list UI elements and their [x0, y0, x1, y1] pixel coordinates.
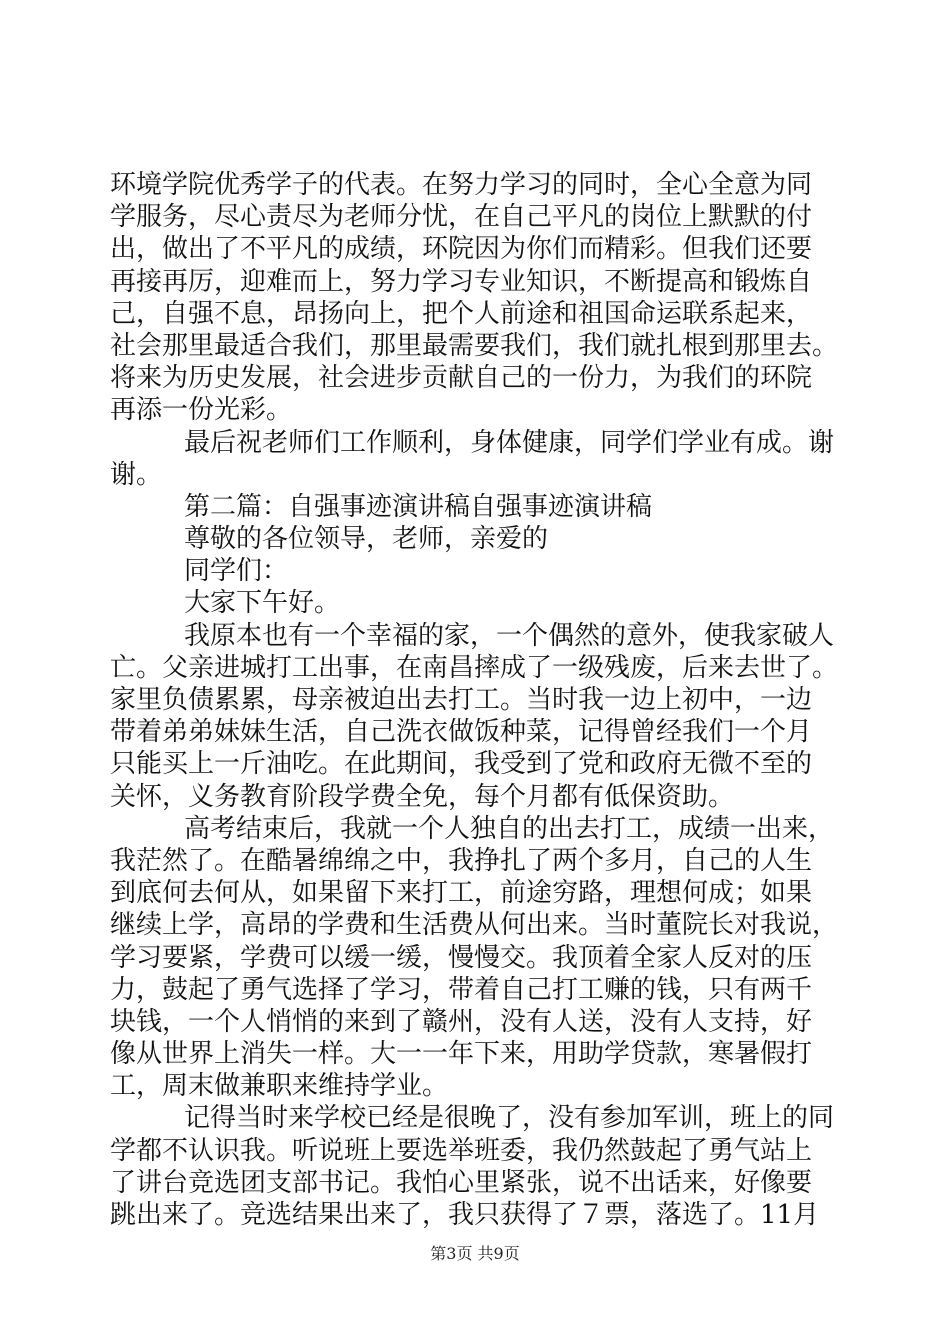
- text-line: 家里负债累累，母亲被迫出去打工。当时我一边上初中，一边: [110, 685, 813, 715]
- text-line: 再添一份光彩。: [110, 395, 293, 426]
- text-line: 谢。: [110, 459, 163, 490]
- text-line: 最后祝老师们工作顺利，身体健康，同学们学业有成。谢: [184, 427, 835, 458]
- text-line: 我原本也有一个幸福的家，一个偶然的意外，使我家破人: [184, 620, 835, 651]
- text-line: 关怀，义务教育阶段学费全免，每个月都有低保资助。: [110, 781, 735, 812]
- text-line: 同学们：: [184, 556, 289, 587]
- text-line: 己，自强不息，昂扬向上，把个人前途和祖国命运联系起来，: [110, 298, 813, 329]
- text-line: 继续上学，高昂的学费和生活费从何出来。当时董院长对我说，: [110, 910, 839, 941]
- text-line: 到底何去何从，如果留下来打工，前途穷路，理想何成；如果: [110, 878, 813, 909]
- text-line: 学都不认识我。听说班上要选举班委，我仍然鼓起了勇气站上: [110, 1135, 813, 1166]
- text-line: 像从世界上消失一样。大一一年下来，用助学贷款，寒暑假打: [110, 1039, 813, 1070]
- document-body: [110, 169, 858, 1231]
- text-line: 出，做出了不平凡的成绩，环院因为你们而精彩。但我们还要: [110, 234, 813, 265]
- text-line: 将来为历史发展，社会进步贡献自己的一份力，为我们的环院: [110, 363, 813, 394]
- text-line: 我茫然了。在酷暑绵绵之中，我挣扎了两个多月，自己的人生: [110, 845, 813, 876]
- text-line: 只能买上一斤油吃。在此期间，我受到了党和政府无微不至的: [110, 749, 813, 780]
- text-line: 了讲台竞选团支部书记。我怕心里紧张，说不出话来，好像要: [110, 1167, 813, 1198]
- text-line: 记得当时来学校已经是很晚了，没有参加军训，班上的同: [184, 1103, 835, 1134]
- text-line: 块钱，一个人悄悄的来到了赣州，没有人送，没有人支持，好: [110, 1006, 813, 1037]
- text-line: 高考结束后，我就一个人独自的出去打工，成绩一出来，: [184, 813, 835, 844]
- text-line: 工，周末做兼职来维持学业。: [110, 1071, 449, 1102]
- text-line: 力，鼓起了勇气选择了学习，带着自己打工赚的钱，只有两千: [110, 974, 813, 1005]
- text-line: 尊敬的各位领导，老师，亲爱的: [184, 524, 549, 555]
- text-line: 环境学院优秀学子的代表。在努力学习的同时，全心全意为同: [110, 170, 813, 200]
- text-line: 亡。父亲进城打工出事，在南昌摔成了一级残废，后来去世了。: [110, 652, 839, 683]
- text-line: 学习要紧，学费可以缓一缓，慢慢交。我顶着全家人反对的压: [110, 942, 813, 973]
- page-footer: 第3页 共9页: [430, 1244, 520, 1263]
- text-line: 带着弟弟妹妹生活，自己洗衣做饭种菜，记得曾经我们一个月: [110, 717, 813, 748]
- text-line: 跳出来了。竞选结果出来了，我只获得了７票，落选了。11月: [110, 1200, 820, 1230]
- text-line: 社会那里最适合我们，那里最需要我们，我们就扎根到那里去。: [110, 330, 839, 361]
- text-line: 大家下午好。: [184, 588, 341, 619]
- text-line: 再接再厉，迎难而上，努力学习专业知识，不断提高和锻炼自: [110, 266, 813, 297]
- text-line: 学服务，尽心责尽为老师分忧，在自己平凡的岗位上默默的付: [110, 202, 813, 233]
- text-line: 第二篇：自强事迹演讲稿自强事迹演讲稿: [184, 491, 653, 522]
